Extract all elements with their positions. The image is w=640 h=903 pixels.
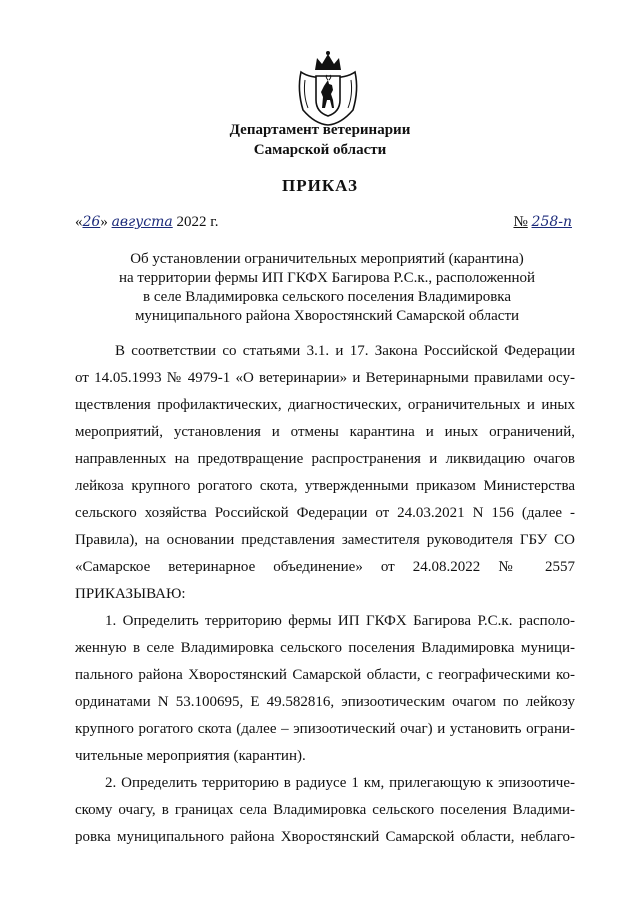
order-day: 26 (82, 214, 101, 230)
body-line-order-word: ПРИКАЗЫВАЮ: (75, 586, 186, 602)
clause-1-line: ординатами N 53.100695, E 49.582816, эпизоотическим очагом по лейкозу (75, 694, 575, 710)
quote-close: » (100, 214, 108, 230)
clause-2-line: ровка муниципального района Хворостянский Самарской области, неблаго- (75, 829, 575, 845)
samara-coat-of-arms-icon (295, 50, 361, 126)
body-line: В соответствии со статьями 3.1. и 17. Закона Российской Федерации (115, 343, 575, 359)
order-number-prefix: № (513, 214, 528, 230)
order-number-value: 258-п (531, 214, 572, 230)
order-year: 2022 г. (176, 214, 219, 230)
quote-open: « (75, 214, 83, 230)
order-month: августа (111, 214, 173, 230)
order-date (75, 214, 218, 231)
clause-2-line: скому очагу, в границах села Владимировка сельского поселения Владими- (75, 802, 575, 818)
body-line: сельского хозяйства Российской Федерации от 24.03.2021 N 156 (далее - (75, 505, 575, 521)
clause-1-line: чительные мероприятия (карантин). (75, 748, 306, 764)
body-line: мероприятий, установления и отмены карантина и иных ограничений, (75, 424, 575, 440)
clause-1-line: пального района Хворостянский Самарской области, с географическими ко- (75, 667, 575, 683)
body-line: Правила), на основании представления заместителя руководителя ГБУ СО (75, 532, 575, 548)
clause-1-line: 1. Определить территорию фермы ИП ГКФХ Багирова Р.С.к. располо- (105, 613, 575, 629)
clause-1-line: женную в селе Владимировка сельского поселения Владимировка муници- (75, 640, 575, 656)
subject-line: на территории фермы ИП ГКФХ Багирова Р.С.к., расположенной (118, 270, 536, 286)
body-line: от 14.05.1993 № 4979-1 «О ветеринарии» и Ветеринарными правилами осу- (75, 370, 575, 386)
department-name (0, 120, 640, 160)
body-line: направленных на предотвращение распространения и ликвидацию очагов (75, 451, 575, 467)
department-line-2: Самарской области (253, 142, 387, 158)
clause-2-line: 2. Определить территорию в радиусе 1 км, прилегающую к эпизоотиче- (105, 775, 575, 791)
order-body (75, 338, 575, 851)
clause-1-line: крупного рогатого скота (далее – эпизоотический очаг) и установить ограни- (75, 721, 575, 737)
subject-line: муниципального района Хворостянский Самарской области (134, 308, 520, 324)
body-line: «Самарское ветеринарное объединение» от 24.08.2022 № 2557 (75, 559, 575, 575)
body-line: ществления профилактических, диагностических, ограничительных и иных (75, 397, 575, 413)
document-title: ПРИКАЗ (282, 176, 358, 195)
department-line-1: Департамент ветеринарии (229, 122, 411, 138)
subject-line: в селе Владимировка сельского поселения Владимировка (142, 289, 511, 305)
order-number (513, 214, 572, 231)
order-subject (0, 250, 640, 326)
body-line: лейкоза крупного рогатого скота, утвержденными приказом Министерства (75, 478, 575, 494)
subject-line: Об установлении ограничительных мероприятий (карантина) (130, 251, 524, 267)
